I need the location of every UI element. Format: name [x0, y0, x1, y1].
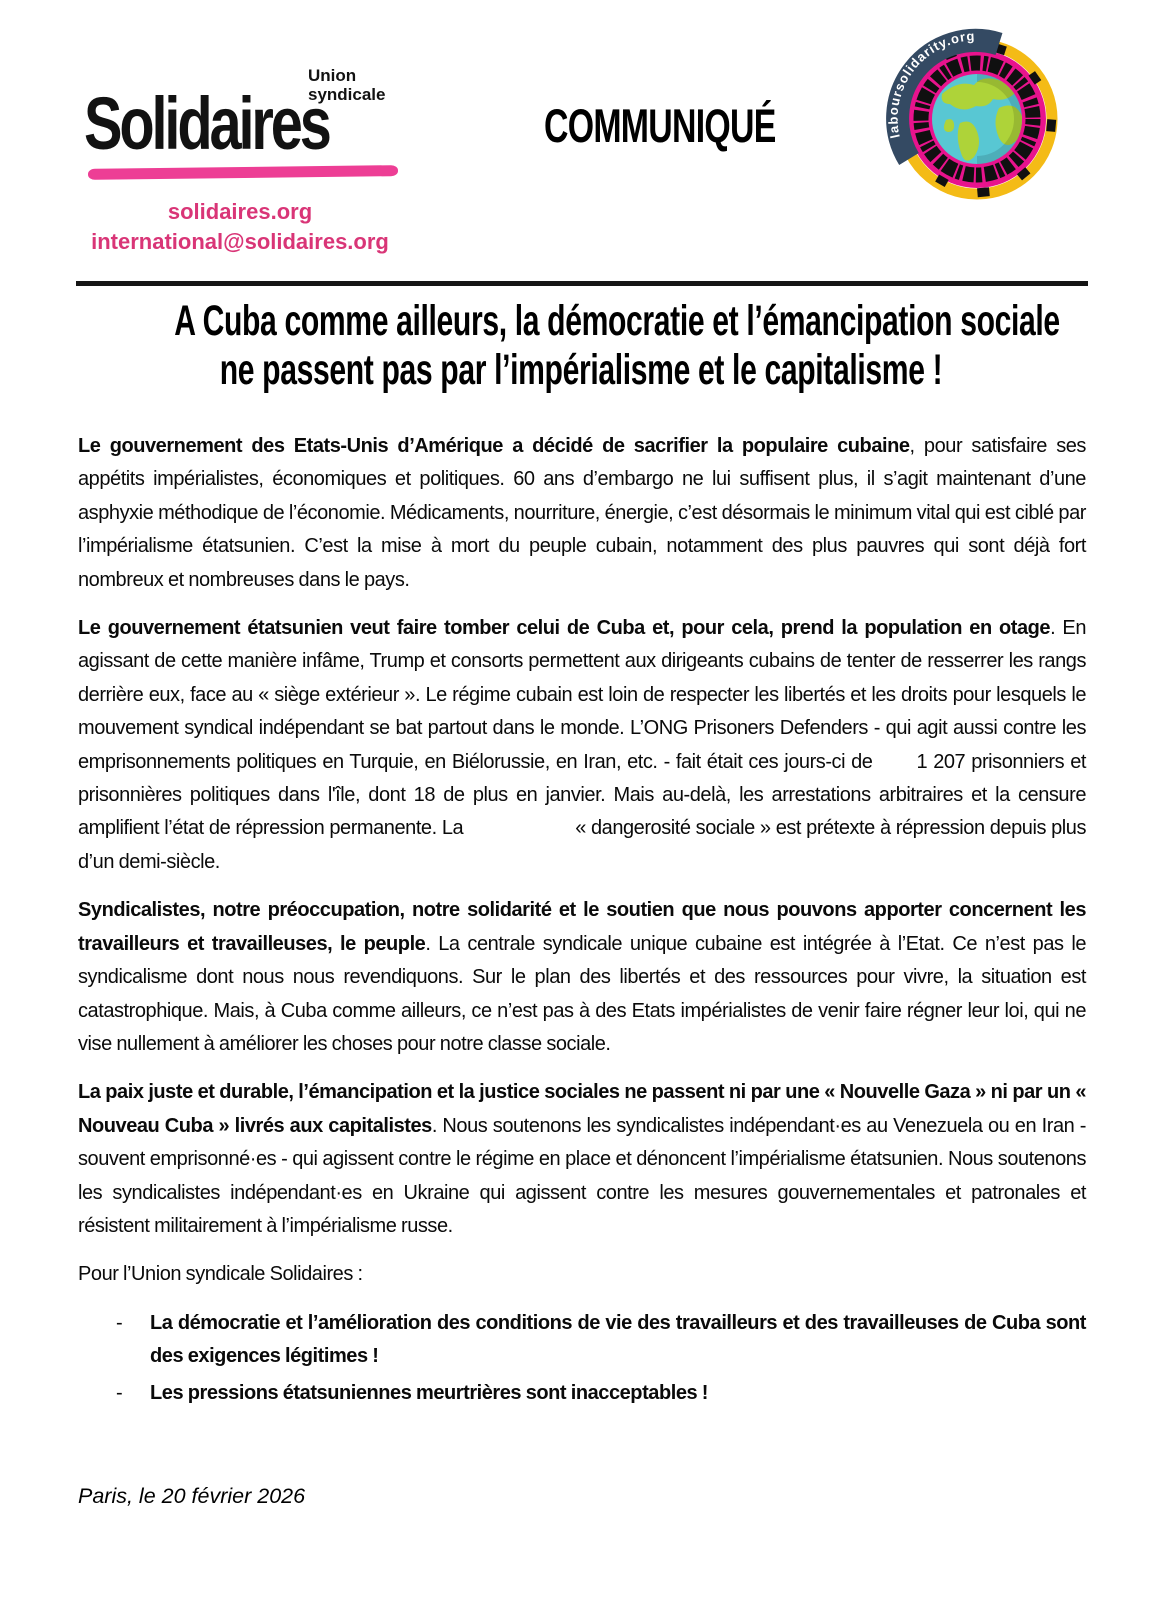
- paragraph-2-bold-lead: Le gouvernement étatsunien veut faire tomber celui de Cuba et, pour cela, prend la population en otage: [78, 617, 1051, 640]
- doc-title-line2: ne passent pas par l’impérialisme et le capitalisme !: [219, 346, 943, 394]
- paragraph-4: [78, 1076, 1086, 1243]
- communique-heading-text: COMMUNIQUÉ: [544, 99, 776, 152]
- union-syndicale-line1: Union: [308, 66, 357, 85]
- closing-intro: Pour l’Union syndicale Solidaires :: [78, 1263, 363, 1286]
- header-divider-rule: [76, 281, 1088, 286]
- paragraph-2: [78, 612, 1086, 879]
- bullet-marker: -: [116, 1381, 123, 1404]
- doc-title: [0, 297, 1162, 395]
- bullet-item-1-text: La démocratie et l’amélioration des conditions de vie des travailleurs et des travailleuses de Cuba sont des exigences légitimes !: [150, 1311, 1086, 1368]
- paragraph-2-rest-2: 1 207 prisonniers et prisonnières politiques dans l'île, dont 18 de plus en janvier. Mais au-delà, les arrestations arbitraires et la censure amplifient l’état de répression permanente. La: [78, 750, 1086, 840]
- website-link[interactable]: solidaires.org: [167, 199, 313, 224]
- union-syndicale-line2: syndicale: [308, 85, 386, 104]
- bullet-item-1: [78, 1307, 1086, 1374]
- solidaires-wordmark: Solidaires: [84, 82, 329, 165]
- doc-title-line1: A Cuba comme ailleurs, la démocratie et l’émancipation sociale: [174, 297, 1060, 345]
- paragraph-1-bold-lead: Le gouvernement des Etats-Unis d’Amérique a décidé de sacrifier la populaire cubaine: [78, 435, 910, 457]
- bullet-item-2: [78, 1377, 1086, 1410]
- paragraph-2-rest-1: . En agissant de cette manière infâme, Trump et consorts permettent aux dirigeants cubains de tenter de resserrer les rangs derrière eux, face au « siège extérieur ». Le régime cubain est loin de respecter les libertés et les droits pour lesquels le mouvement syndical indépendant se bat partout dans le monde. L’ONG Prisoners Defenders - qui agit aussi contre les emprisonnements politiques en Turquie, en Biélorussie, en Iran, etc. - fait était ces jours-ci de: [78, 617, 1086, 773]
- paragraph-4-bold-lead: La paix juste et durable, l’émancipation et la justice sociales ne passent ni par une « Nouvelle Gaza » ni par un « Nouveau Cuba » livrés aux capitalistes: [78, 1081, 1086, 1137]
- communique-heading: [420, 98, 900, 153]
- paragraph-2-rest-3: « dangerosité sociale » est prétexte à répression depuis plus d’un demi-siècle.: [78, 817, 1087, 873]
- badge-banner-text: laboursolidarity.org: [886, 28, 976, 140]
- paragraph-4-rest: . Nous soutenons les syndicalistes indépendant·es au Venezuela ou en Iran - souvent emprisonné·es - qui agissent contre le régime en place et dénoncent l’impérialisme étatsunien. Nous soutenons les syndicalistes indépendant·es en Ukraine qui agissent contre les mesures gouvernementales et patronales et résistent militairement à l’impérialisme russe.: [78, 1114, 1086, 1237]
- paragraph-1: [78, 430, 1086, 597]
- paragraph-1-rest: , pour satisfaire ses appétits impérialistes, économiques et politiques. 60 ans d’embargo ne lui suffisent plus, il s’agit maintenant d’une asphyxie méthodique de l’économie. Médicaments, nourriture, énergie, c’est désormais le minimum vital qui est ciblé par l’impérialisme étatsunien. C’est la mise à mort du peuple cubain, notamment des plus pauvres qui sont déjà fort nombreux et nombreuses dans le pays.: [78, 435, 1086, 591]
- email-link[interactable]: international@solidaires.org: [91, 229, 389, 254]
- paragraph-3-bold-lead: Syndicalistes, notre préoccupation, notre solidarité et le soutien que nous pouvons apporter concernent les travailleurs et travailleuses, le peuple: [78, 899, 1086, 955]
- body-text: [78, 430, 1086, 1413]
- date-place-line: Paris, le 20 février 2026: [78, 1484, 306, 1508]
- contact-block: [30, 197, 450, 257]
- logo-brush-underline: [88, 165, 398, 180]
- labour-solidarity-badge: [886, 28, 1068, 210]
- paragraph-3-rest: . La centrale syndicale unique cubaine est intégrée à l’Etat. Ce n’est pas le syndicalisme dont nous nous revendiquons. Sur le plan des libertés et des ressources pour vivre, la situation est catastrophique. Mais, à Cuba comme ailleurs, ce n’est pas à des Etats impérialistes de venir faire régner leur loi, qui ne vise nullement à améliorer les choses pour notre classe sociale.: [78, 932, 1086, 1055]
- bullet-marker: -: [116, 1311, 123, 1334]
- bullet-item-2-text: Les pressions étatsuniennes meurtrières sont inacceptables !: [150, 1381, 708, 1404]
- paragraph-3: [78, 894, 1086, 1061]
- bullet-list: [78, 1307, 1086, 1410]
